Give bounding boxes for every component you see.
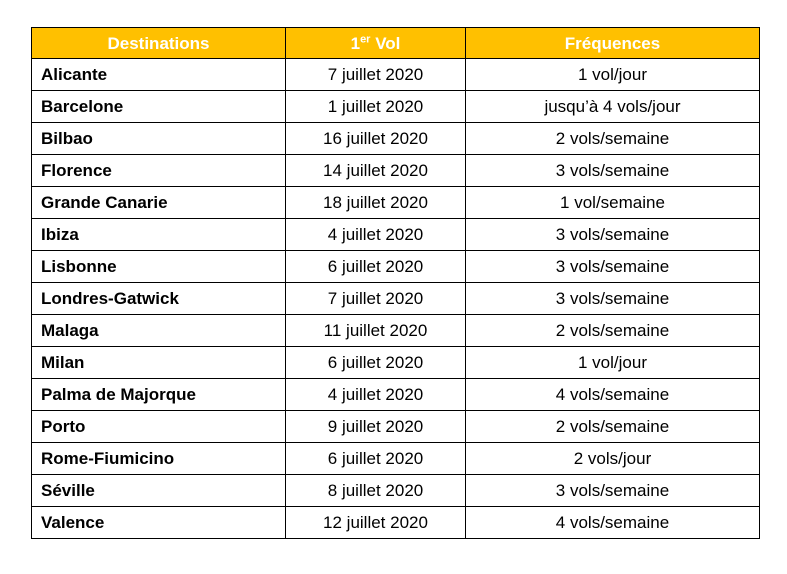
frequency-cell: 4 vols/semaine (466, 507, 760, 539)
table-header (32, 28, 760, 59)
frequency-cell: 2 vols/jour (466, 443, 760, 475)
frequency-cell: 2 vols/semaine (466, 315, 760, 347)
flights-table (31, 27, 760, 539)
destination-cell: Rome-Fiumicino (32, 443, 286, 475)
destination-cell: Florence (32, 155, 286, 187)
first-flight-cell: 4 juillet 2020 (286, 379, 466, 411)
header-destinations: Destinations (32, 28, 286, 59)
table-row (32, 187, 760, 219)
table-row (32, 219, 760, 251)
first-flight-cell: 18 juillet 2020 (286, 187, 466, 219)
header-first-flight (286, 28, 466, 59)
destination-cell: Bilbao (32, 123, 286, 155)
destination-cell: Valence (32, 507, 286, 539)
destination-cell: Séville (32, 475, 286, 507)
frequency-cell: 2 vols/semaine (466, 411, 760, 443)
table-row (32, 443, 760, 475)
destination-cell: Palma de Majorque (32, 379, 286, 411)
first-flight-cell: 7 juillet 2020 (286, 283, 466, 315)
table-row (32, 347, 760, 379)
table-row (32, 283, 760, 315)
destination-cell: Lisbonne (32, 251, 286, 283)
frequency-cell: 2 vols/semaine (466, 123, 760, 155)
first-flight-cell: 6 juillet 2020 (286, 347, 466, 379)
first-flight-cell: 11 juillet 2020 (286, 315, 466, 347)
table-row (32, 123, 760, 155)
first-flight-cell: 6 juillet 2020 (286, 443, 466, 475)
header-first-flight-superscript: er (360, 32, 371, 45)
first-flight-cell: 1 juillet 2020 (286, 91, 466, 123)
table-row (32, 155, 760, 187)
table-row (32, 59, 760, 91)
frequency-cell: 4 vols/semaine (466, 379, 760, 411)
header-first-flight-word: Vol (370, 33, 401, 53)
destination-cell: Porto (32, 411, 286, 443)
frequency-cell: jusqu’à 4 vols/jour (466, 91, 760, 123)
frequency-cell: 3 vols/semaine (466, 283, 760, 315)
destination-cell: Barcelone (32, 91, 286, 123)
header-frequencies: Fréquences (466, 28, 760, 59)
destination-cell: Milan (32, 347, 286, 379)
frequency-cell: 3 vols/semaine (466, 155, 760, 187)
table-row (32, 315, 760, 347)
frequency-cell: 1 vol/jour (466, 59, 760, 91)
first-flight-cell: 8 juillet 2020 (286, 475, 466, 507)
frequency-cell: 1 vol/jour (466, 347, 760, 379)
first-flight-cell: 4 juillet 2020 (286, 219, 466, 251)
header-first-flight-number: 1 (350, 33, 361, 53)
table-row (32, 379, 760, 411)
first-flight-cell: 9 juillet 2020 (286, 411, 466, 443)
first-flight-cell: 14 juillet 2020 (286, 155, 466, 187)
destination-cell: Grande Canarie (32, 187, 286, 219)
first-flight-cell: 7 juillet 2020 (286, 59, 466, 91)
table-row (32, 251, 760, 283)
header-row (32, 28, 760, 59)
frequency-cell: 3 vols/semaine (466, 251, 760, 283)
table-row (32, 475, 760, 507)
destination-cell: Alicante (32, 59, 286, 91)
table-row (32, 411, 760, 443)
frequency-cell: 3 vols/semaine (466, 219, 760, 251)
frequency-cell: 3 vols/semaine (466, 475, 760, 507)
destination-cell: Malaga (32, 315, 286, 347)
destination-cell: Londres-Gatwick (32, 283, 286, 315)
first-flight-cell: 12 juillet 2020 (286, 507, 466, 539)
table-row (32, 507, 760, 539)
table-body (32, 59, 760, 539)
first-flight-cell: 6 juillet 2020 (286, 251, 466, 283)
first-flight-cell: 16 juillet 2020 (286, 123, 466, 155)
destination-cell: Ibiza (32, 219, 286, 251)
table-row (32, 91, 760, 123)
frequency-cell: 1 vol/semaine (466, 187, 760, 219)
